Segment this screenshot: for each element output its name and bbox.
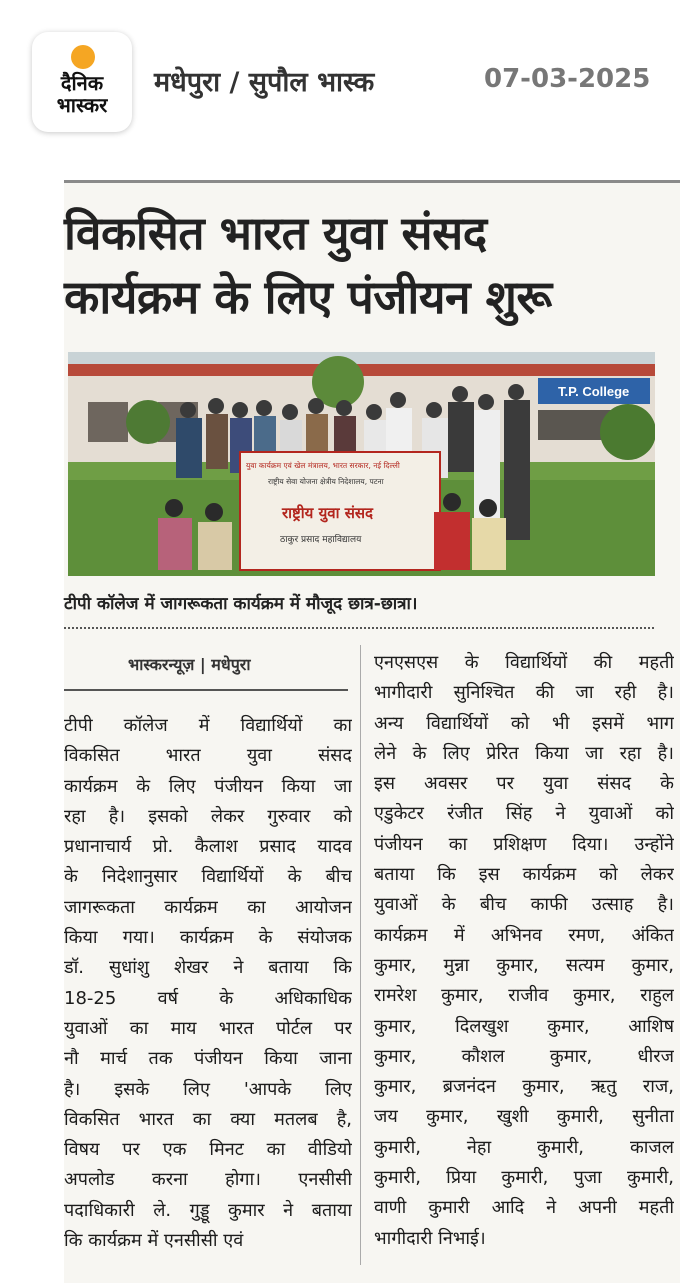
byline-rule	[64, 689, 348, 691]
body-text-line: भागीदारी निभाई।	[374, 1227, 486, 1249]
body-text-line: प्रधानाचार्य प्रो. कैलाश प्रसाद यादव	[64, 836, 352, 858]
photo-caption: टीपी कॉलेज में जागरूकता कार्यक्रम में मौजूद छात्र-छात्रा।	[64, 594, 418, 614]
headline-line-2: कार्यक्रम के लिए पंजीयन शुरू	[64, 270, 552, 324]
body-text-line: बताया कि इस कार्यक्रम को लेकर	[374, 864, 674, 886]
body-text-line: के निदेशानुसार विद्यार्थियों के बीच	[64, 866, 352, 888]
banner-title: राष्ट्रीय युवा संसद	[282, 504, 373, 522]
article-body-left-column	[64, 711, 352, 1256]
body-text-line: विषय पर एक मिनट का वीडियो	[64, 1139, 352, 1161]
body-text-line: एनएसएस के विद्यार्थियों की महती	[374, 652, 674, 673]
body-text-line: कार्यक्रम में अभिनव रमण, अंकित	[374, 924, 674, 946]
body-text-line: कुमार, ब्रजनंदन कुमार, ऋतु राज,	[374, 1076, 674, 1098]
body-text-line: कुमार, कौशल कुमार, धीरज	[374, 1045, 674, 1067]
banner-line-1: युवा कार्यक्रम एवं खेल मंत्रालय, भारत सरकार, नई दिल्ली	[246, 461, 400, 470]
banner-line-2: राष्ट्रीय सेवा योजना क्षेत्रीय निदेशालय, पटना	[268, 477, 384, 486]
body-text-line: डॉ. सुधांशु शेखर ने बताया कि	[64, 957, 352, 979]
body-text-line: इस अवसर पर युवा संसद के	[374, 773, 674, 795]
body-text-line: वाणी कुमारी आदि ने अपनी महती	[374, 1197, 674, 1219]
body-text-line: अपलोड करना होगा। एनसीसी	[64, 1169, 352, 1191]
body-text-line: पदाधिकारी ले. गुड्डू कुमार ने बताया	[64, 1199, 352, 1221]
body-text-line: भागीदारी सुनिश्चित की जा रही है।	[374, 682, 674, 704]
body-text-line: टीपी कॉलेज में विद्यार्थियों का	[64, 715, 352, 736]
body-text-line: कि कार्यक्रम में एनसीसी एवं	[64, 1230, 244, 1252]
body-text-line: रामरेश कुमार, राजीव कुमार, राहुल	[374, 985, 674, 1007]
logo-text-dainik: दैनिक	[60, 71, 104, 95]
body-text-line: कुमारी, नेहा कुमारी, काजल	[374, 1136, 674, 1158]
body-text-line: लेने के लिए प्रेरित किया जा रहा है।	[374, 742, 674, 764]
byline: भास्करन्यूज़ | मधेपुरा	[128, 655, 251, 674]
body-text-line: पंजीयन का प्रशिक्षण दिया। उन्होंने	[374, 833, 674, 855]
edition-title: मधेपुरा / सुपौल भास्क	[154, 67, 375, 98]
body-text-line: विकसित भारत का क्या मतलब है,	[64, 1108, 352, 1130]
building-sign: T.P. College	[558, 384, 630, 399]
headline-line-1: विकसित भारत युवा संसद	[64, 206, 487, 260]
group-photo	[68, 352, 655, 576]
banner-college: ठाकुर प्रसाद महाविद्यालय	[280, 535, 362, 545]
body-text-line: जागरूकता कार्यक्रम का आयोजन	[64, 896, 352, 918]
edition-date: 07-03-2025	[484, 64, 651, 94]
body-text-line: रहा है। इसको लेकर गुरुवार को	[64, 805, 352, 827]
body-text-line: कुमारी, प्रिया कुमारी, पुजा कुमारी,	[374, 1167, 674, 1189]
body-text-line: किया गया। कार्यक्रम के संयोजक	[64, 927, 352, 949]
newspaper-clipping	[64, 180, 680, 1283]
body-text-line: युवाओं का माय भारत पोर्टल पर	[64, 1017, 352, 1039]
logo-text-bhaskar: भास्कर	[56, 93, 108, 117]
article-body-right-column	[374, 648, 674, 1254]
body-text-line: कुमार, मुन्ना कुमार, सत्यम कुमार,	[374, 954, 674, 976]
body-text-line: जय कुमार, खुशी कुमारी, सुनीता	[374, 1106, 674, 1128]
body-text-line: नौ मार्च तक पंजीयन किया जाना	[64, 1048, 352, 1070]
dotted-divider	[64, 627, 654, 629]
body-text-line: है। इसके लिए 'आपके लिए	[64, 1078, 352, 1100]
dainik-bhaskar-logo	[32, 32, 132, 132]
body-text-line: युवाओं के बीच काफी उत्साह है।	[374, 894, 674, 916]
body-text-line: कार्यक्रम के लिए पंजीयन किया जा	[64, 775, 352, 797]
body-text-line: एडुकेटर रंजीत सिंह ने युवाओं को	[374, 803, 674, 825]
body-text-line: विकसित भारत युवा संसद	[64, 745, 352, 767]
headline	[64, 201, 664, 329]
body-text-line: अन्य विद्यार्थियों को भी इसमें भाग	[374, 712, 674, 734]
sun-icon	[71, 45, 95, 69]
body-text-line: 18-25 वर्ष के अधिकाधिक	[64, 987, 352, 1009]
body-text-line: कुमार, दिलखुश कुमार, आशिष	[374, 1015, 674, 1037]
column-divider	[360, 645, 361, 1265]
